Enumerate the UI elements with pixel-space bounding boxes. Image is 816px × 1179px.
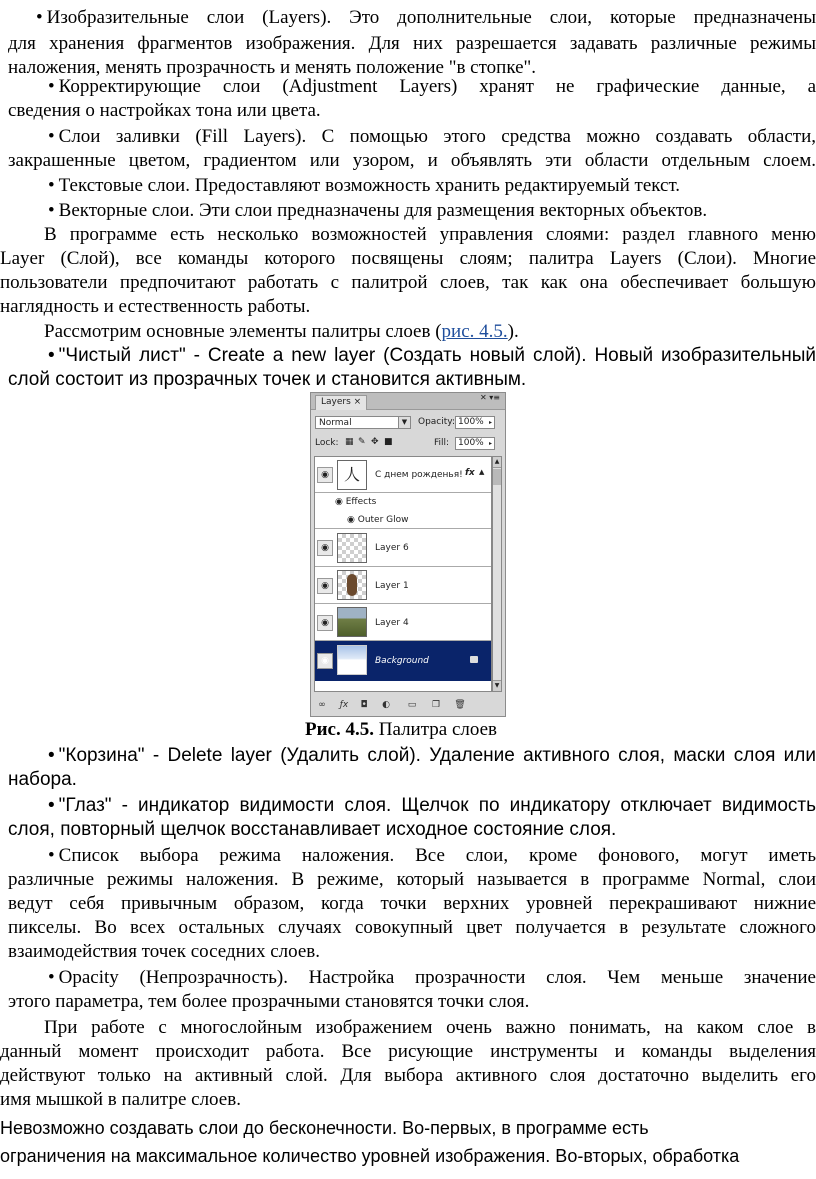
eye-icon[interactable]: ◉ [317, 578, 333, 594]
text-run: ). [507, 321, 519, 342]
text-line: этого параметра, тем более прозрачными становятся точки слоя. [8, 991, 530, 1012]
text-run: Слои заливки (Fill Layers). С помощью этого средства можно создавать области, [58, 126, 816, 147]
collapse-arrow-icon[interactable]: ▲ [479, 468, 485, 476]
opacity-label: Opacity: [418, 417, 455, 427]
chevron-down-icon: ▼ [398, 417, 410, 428]
layer-row[interactable] [315, 567, 491, 604]
figure-link[interactable]: рис. 4.5. [441, 321, 508, 342]
text-line [0, 6, 816, 30]
palette-bottom-bar [314, 697, 502, 713]
fill-label: Fill: [434, 438, 450, 448]
scroll-thumb[interactable] [493, 469, 501, 485]
layer-name: Layer 4 [375, 618, 409, 628]
caption-text: Палитра слоев [374, 719, 497, 740]
effects-row[interactable] [315, 493, 491, 511]
trash-icon[interactable]: 🗑 [454, 700, 466, 710]
outer-glow-item [347, 514, 492, 526]
effects-label: Effects [345, 497, 377, 507]
layer-thumbnail [337, 533, 367, 563]
text-line [0, 794, 816, 818]
text-run: "Чистый лист" - Create a new layer (Создать новый слой). Новый изобразительный [58, 345, 816, 366]
text-line: взаимодействия точек соседних слоев. [8, 941, 321, 962]
add-mask-icon[interactable]: ◘ [360, 700, 368, 710]
text-run: Рассмотрим основные элементы палитры слоев ( [44, 321, 442, 342]
scroll-up-icon[interactable]: ▲ [493, 457, 501, 468]
blend-mode-value: Normal [319, 418, 352, 428]
layers-palette [310, 392, 506, 717]
portrait-shape [347, 574, 357, 596]
layers-list [314, 456, 492, 692]
layer-row[interactable] [315, 604, 491, 641]
text-line: данный момент происходит работа. Все рисующие инструменты и команды выделения [0, 1041, 816, 1062]
text-line: пользователи предпочитают работать с палитрой слоев, так как она обеспечивает большую [0, 272, 816, 293]
text-run: Корректирующие слои (Adjustment Layers) хранят не графические данные, а [58, 76, 816, 97]
opacity-value: 100% [458, 417, 484, 427]
eye-icon[interactable]: ◉ [317, 653, 333, 669]
text-run: "Глаз" - индикатор видимости слоя. Щелчок по индикатору отключает видимость [58, 795, 816, 816]
text-line: наложения, менять прозрачность и менять положение "в стопке". [8, 57, 537, 78]
fill-value: 100% [458, 438, 484, 448]
fill-field[interactable] [455, 437, 495, 450]
text-layer-thumbnail: ⼈ [337, 460, 367, 490]
fx-icon[interactable]: fx [465, 468, 475, 478]
layer-style-icon[interactable]: ƒx [339, 700, 349, 710]
layer-name: Layer 1 [375, 581, 409, 591]
lock-pixels-icon[interactable]: ✎ [358, 437, 366, 447]
tab-layers[interactable] [315, 395, 367, 410]
text-line: слоя, повторный щелчок восстанавливает исходное состояние слоя. [8, 819, 617, 840]
layer-thumbnail [337, 607, 367, 637]
eye-icon[interactable]: ◉ [317, 615, 333, 631]
lock-position-icon[interactable]: ✥ [371, 437, 379, 447]
layer-thumbnail [337, 645, 367, 675]
lock-transparency-icon[interactable]: ▦ [345, 437, 354, 447]
eye-icon[interactable]: ◉ [317, 467, 333, 483]
layer-name: С днем рожденья! [375, 470, 463, 480]
layer-name: Background [375, 656, 429, 666]
text-run: Изобразительные слои (Layers). Это дополнительные слои, которые предназначены [46, 7, 816, 28]
text-line [48, 174, 816, 198]
text-line [0, 966, 816, 990]
link-layers-icon[interactable]: ∞ [318, 700, 326, 710]
outer-glow-row[interactable] [315, 511, 491, 529]
layer-row[interactable] [315, 529, 491, 567]
caption-label: Рис. 4.5. [305, 719, 374, 740]
layer-row-text[interactable] [315, 457, 491, 493]
text-line: сведения о настройках тона или цвета. [8, 100, 321, 121]
text-line: При работе с многослойным изображением очень важно понимать, на каком слое в [44, 1017, 816, 1038]
layer-row-active[interactable] [315, 641, 491, 681]
tab-close-icon[interactable]: × [353, 397, 362, 407]
blend-row [314, 414, 502, 432]
eye-icon[interactable]: ◉ [347, 515, 355, 525]
lock-label: Lock: [315, 438, 339, 448]
tab-label: Layers [321, 397, 351, 407]
lock-all-icon[interactable]: ■ [384, 437, 393, 447]
lock-row [314, 435, 502, 453]
effects-item [335, 496, 491, 508]
text-line: различные режимы наложения. В режиме, который называется в программе Normal, слои [8, 869, 816, 890]
figure-caption [305, 718, 816, 742]
text-run: Opacity (Непрозрачность). Настройка прозрачности слоя. Чем меньше значение [58, 967, 816, 988]
new-layer-icon[interactable]: ❐ [431, 700, 441, 710]
layers-scrollbar[interactable] [492, 456, 502, 692]
text-line [0, 344, 816, 368]
eye-icon[interactable]: ◉ [317, 540, 333, 556]
text-line: ведут себя привычным образом, когда точки верхних уровней перекрашивают нижние [8, 893, 816, 914]
text-line: для хранения фрагментов изображения. Для них разрешается задавать различные режимы [8, 33, 816, 54]
text-run: "Корзина" - Delete layer (Удалить слой). Удаление активного слоя, маски слоя или [58, 745, 816, 766]
layer-thumbnail [337, 570, 367, 600]
text-line: ограничения на максимальное количество уровней изображения. Во-вторых, обработка [0, 1146, 740, 1166]
adjustment-layer-icon[interactable]: ◐ [382, 700, 390, 710]
palette-menu-icon[interactable]: ✕ ▾≡ [480, 393, 500, 402]
text-line: пикселы. Во всех остальных случаях совокупный цвет получается в результате сложного [8, 917, 816, 938]
opacity-field[interactable] [455, 416, 495, 429]
text-line: набора. [8, 769, 77, 790]
layer-name: Layer 6 [375, 543, 409, 553]
text-line: Layer (Слой), все команды которого посвящены слоям; палитра Layers (Слои). Многие [0, 248, 816, 269]
new-group-icon[interactable]: ▭ [407, 700, 417, 710]
text-line: слой состоит из прозрачных точек и становится активным. [8, 369, 527, 390]
blend-mode-select[interactable] [315, 416, 411, 429]
text-line [48, 199, 816, 223]
eye-icon[interactable]: ◉ [335, 497, 343, 507]
text-line: Невозможно создавать слои до бесконечности. Во-первых, в программе есть [0, 1118, 649, 1138]
text-line [0, 125, 816, 149]
scroll-down-icon[interactable]: ▼ [494, 682, 500, 689]
text-line: закрашенные цветом, градиентом или узором, и объявлять эти области отдельным слоем. [8, 150, 816, 171]
text-line: действуют только на активный слой. Для выбора активного слоя достаточно выделить его [0, 1065, 816, 1086]
text-line: наглядность и естественность работы. [0, 296, 311, 317]
text-line [0, 75, 816, 99]
outer-glow-label: Outer Glow [357, 515, 409, 525]
chevron-right-icon: ▸ [488, 440, 492, 447]
text-run: Список выбора режима наложения. Все слои, кроме фонового, могут иметь [58, 845, 816, 866]
text-run: Текстовые слои. Предоставляют возможность хранить редактируемый текст. [58, 175, 681, 196]
text-line: В программе есть несколько возможностей управления слоями: раздел главного меню [44, 224, 816, 245]
text-run: Векторные слои. Эти слои предназначены для размещения векторных объектов. [58, 200, 708, 221]
text-line [0, 744, 816, 768]
text-line [0, 844, 816, 868]
lock-icon [470, 656, 478, 663]
chevron-right-icon: ▸ [488, 419, 492, 426]
text-line: имя мышкой в палитре слоев. [0, 1089, 241, 1110]
text-line [44, 320, 816, 344]
palette-tabbar [311, 393, 505, 410]
